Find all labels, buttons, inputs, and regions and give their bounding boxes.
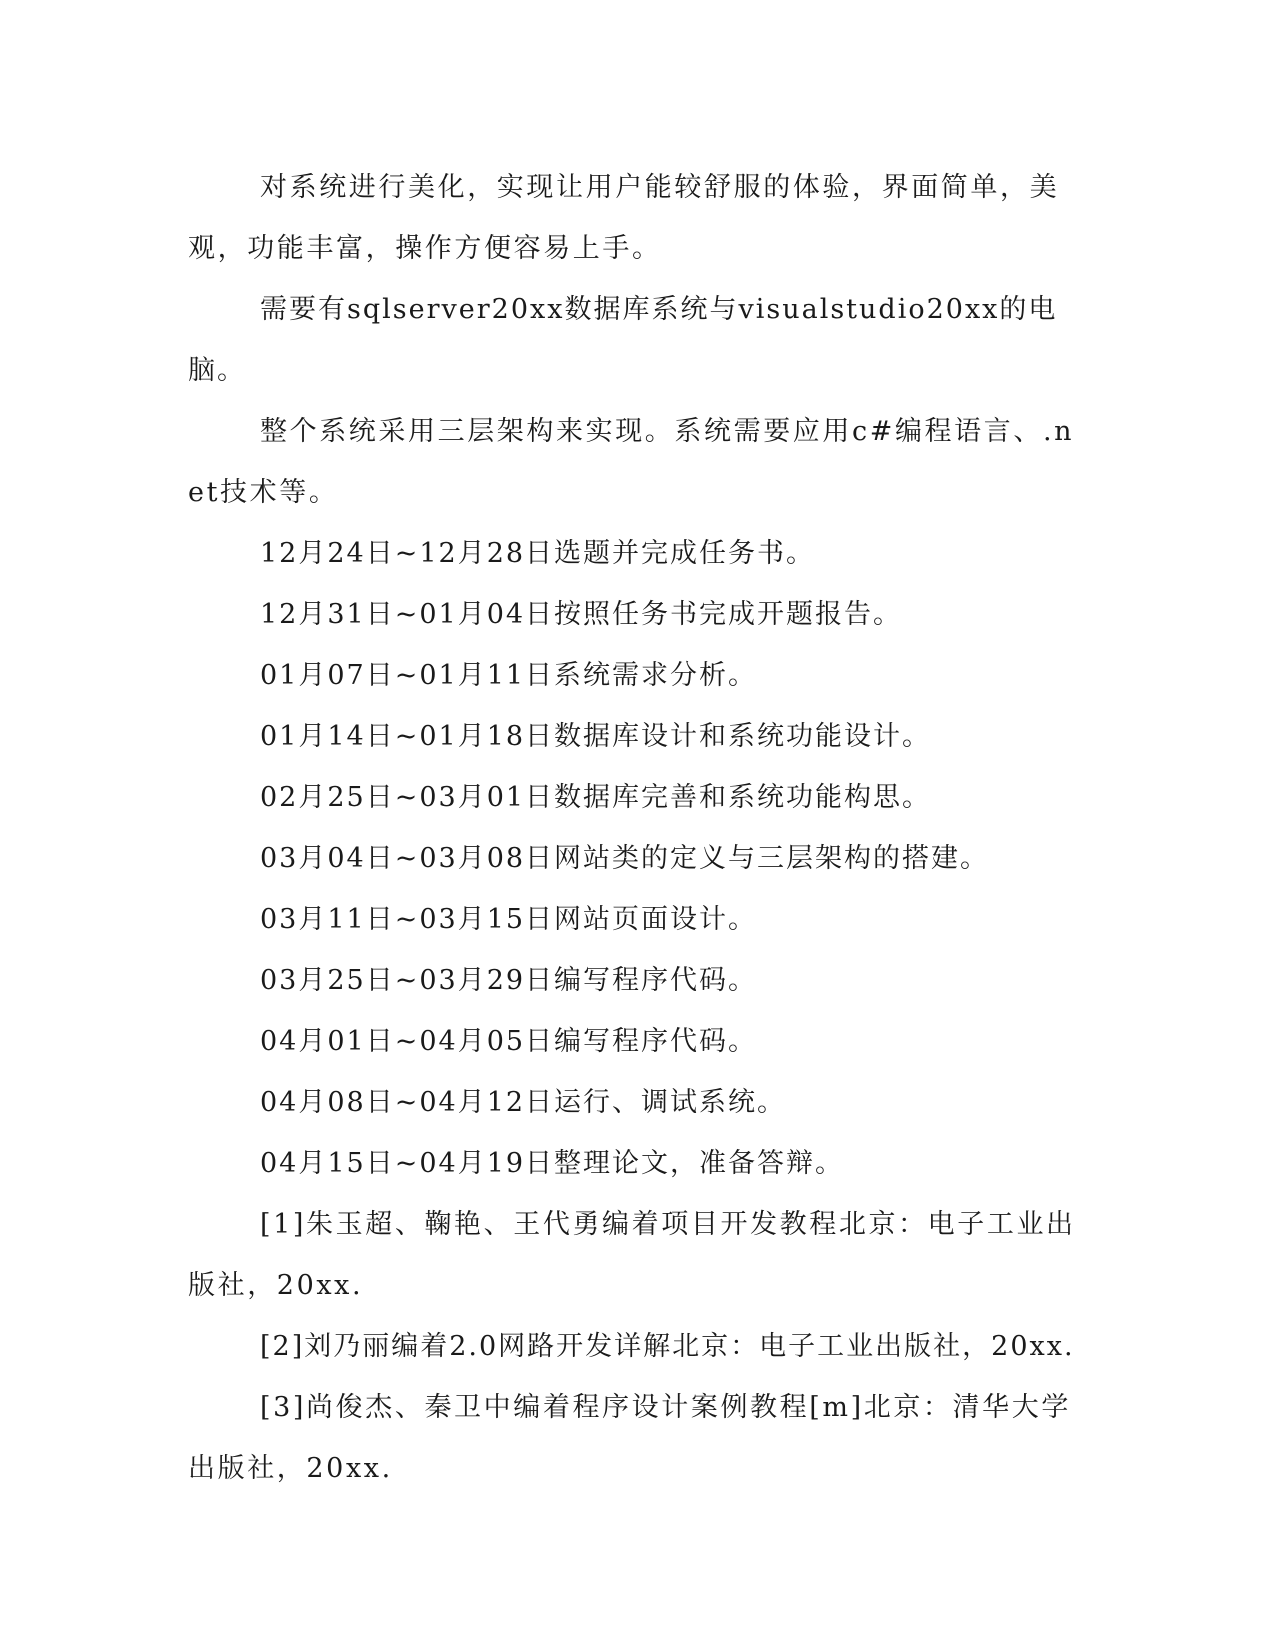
schedule-item: 12月31日~01月04日按照任务书完成开题报告。 <box>260 599 903 630</box>
schedule-item: 04月15日~04月19日整理论文，准备答辩。 <box>260 1148 845 1179</box>
paragraph-architecture: 整个系统采用三层架构来实现。系统需要应用c#编程语言、.net技术等。 <box>188 416 1075 508</box>
schedule-item: 12月24日~12月28日选题并完成任务书。 <box>260 538 816 569</box>
schedule-item: 03月04日~03月08日网站类的定义与三层架构的搭建。 <box>260 843 990 874</box>
document-body <box>188 157 1078 1499</box>
paragraph-environment-requirements: 需要有sqlserver20xx数据库系统与visualstudio20xx的电脑。 <box>188 294 1058 386</box>
schedule-item: 04月08日~04月12日运行、调试系统。 <box>260 1087 787 1118</box>
schedule-item: 04月01日~04月05日编写程序代码。 <box>260 1026 758 1057</box>
schedule-item: 01月14日~01月18日数据库设计和系统功能设计。 <box>260 721 932 752</box>
reference-item: [3]尚俊杰、秦卫中编着程序设计案例教程[m]北京：清华大学出版社，20xx. <box>188 1392 1071 1484</box>
schedule-item: 02月25日~03月01日数据库完善和系统功能构思。 <box>260 782 932 813</box>
schedule-item: 03月25日~03月29日编写程序代码。 <box>260 965 758 996</box>
reference-item: [1]朱玉超、鞠艳、王代勇编着项目开发教程北京：电子工业出版社，20xx. <box>188 1209 1076 1301</box>
schedule-item: 03月11日~03月15日网站页面设计。 <box>260 904 758 935</box>
reference-item: [2]刘乃丽编着2.0网路开发详解北京：电子工业出版社，20xx. <box>260 1331 1075 1362</box>
schedule-item: 01月07日~01月11日系统需求分析。 <box>260 660 758 691</box>
paragraph-system-beautification: 对系统进行美化，实现让用户能较舒服的体验，界面简单，美观，功能丰富，操作方便容易上手。 <box>188 172 1060 264</box>
